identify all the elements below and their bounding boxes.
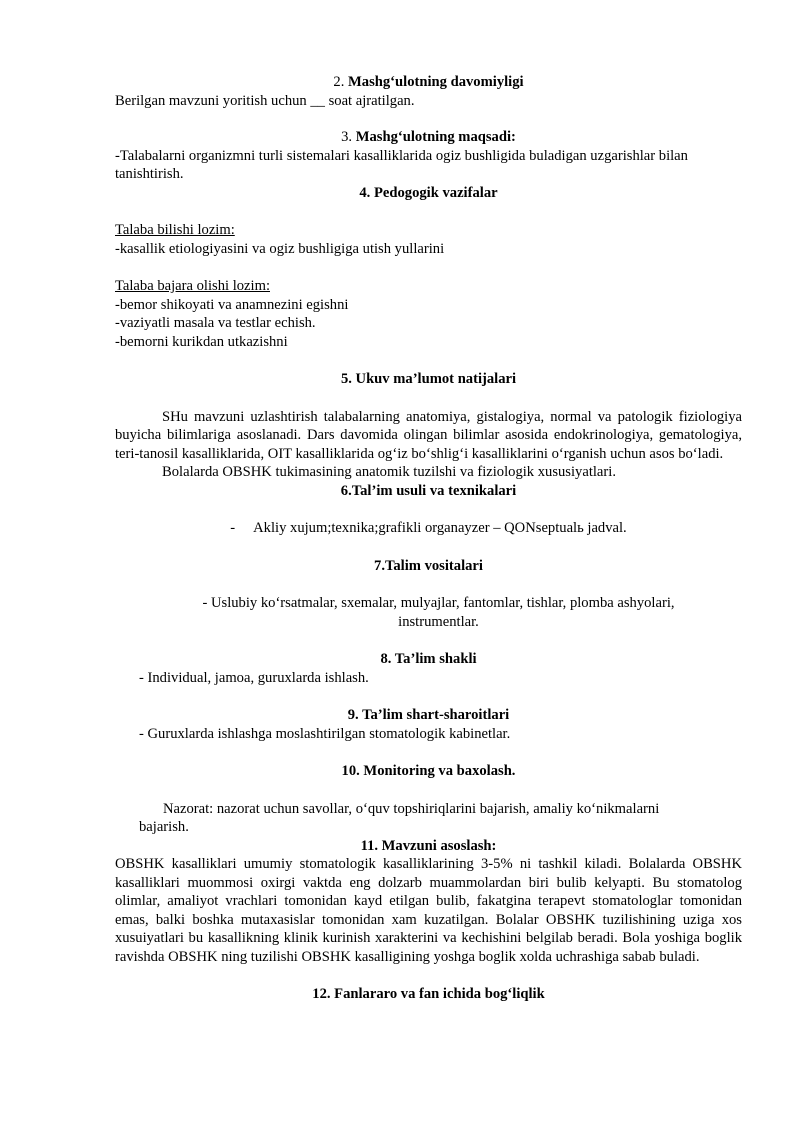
section-4-title: 4. Pedogogik vazifalar	[359, 184, 498, 201]
section-9-item: - Guruxlarda ishlashga moslashtirilgan stomatologik kabinetlar.	[139, 725, 511, 742]
section-10-title: 10. Monitoring va baxolash.	[341, 763, 516, 779]
section-8-title: 8. Ta’lim shakli	[380, 651, 477, 667]
section-2-text: Berilgan mavzuni yoritish uchun __ soat ajratilgan.	[115, 92, 415, 109]
section-3-text: -Talabalarni organizmni turli sistemalari kasalliklarida ogiz bushligida buladigan uzgarishlar bilan tanishtirish.	[115, 147, 688, 182]
section-2-heading	[115, 73, 742, 92]
do-label: Talaba bajara olishi lozim:	[115, 278, 270, 294]
section-7-item: - Uslubiy ko‘rsatmalar, sxemalar, mulyajlar, fantomlar, tishlar, plomba ashyolari, instrumentlar.	[202, 595, 675, 630]
section-2-title: Mashg‘ulotning davomiyligi	[348, 74, 524, 90]
section-6-item-text: Akliy xujum;texnika;grafikli organayzer – QONseptualь jadval.	[253, 520, 627, 536]
section-5-title: 5. Ukuv ma’lumot natijalari	[340, 371, 517, 387]
know-label: Talaba bilishi lozim:	[115, 222, 235, 238]
section-11-text: OBSHK kasalliklari umumiy stomatologik kasalliklarining 3-5% ni tashkil kiladi. Bolalarda OBSHK kasalliklari muommosi oxirgi vaktda eng dolzarb muammolardan biri bulib kelyapti. Bu stomatolog olimlar, amaliyot vrachlari tomonidan kayd etilgan bulib, fakatgina terapevt stomatologlar tomonidan emas, balki boshka mutaxasislar tomonidan xam kuzatilgan. Bolalar OBSHK tuzilishining uziga xos xusuiyatlari bu kasallikning klinik kurinish xarakterini va kechishini belgilab beradi. Bola yoshiga boglik ravishda OBSHK ning tuzilishi OBSHK kasalligining yoshga boglik xolda uchrashiga sabab buladi.	[115, 856, 742, 965]
do-item: -bemor shikoyati va anamnezini egishni	[115, 296, 349, 313]
section-3-title: Mashg‘ulotning maqsadi:	[355, 129, 516, 145]
section-3-heading	[115, 128, 742, 147]
know-item: -kasallik etiologiyasini va ogiz bushligiga utish yullarini	[115, 240, 445, 257]
section-5-paragraph: SHu mavzuni uzlashtirish talabalarning anatomiya, gistalogiya, normal va patologik fiziologiya buyicha bilimlariga asoslanadi. Dars davomida olingan bilimlar asosida endokrinologiya, gematologiya, teri-tanosil kasalliklarida, OIT kasalliklarida og‘iz bo‘shlig‘i kasalliklarini o‘rganish uchun asos bo‘ladi.	[115, 408, 742, 462]
section-6-item	[115, 519, 742, 538]
section-2-number: 2.	[333, 74, 345, 90]
section-8-item: - Individual, jamoa, guruxlarda ishlash.	[139, 669, 369, 686]
section-6-title: 6.Tal’im usuli va texnikalari	[340, 482, 517, 499]
section-5-paragraph-2: Bolalarda OBSHK tukimasining anatomik tuzilshi va fiziologik xususiyatlari.	[162, 464, 616, 480]
do-item: -bemorni kurikdan utkazishni	[115, 333, 288, 350]
section-10-item: Nazorat: nazorat uchun savollar, o‘quv topshiriqlarini bajarish, amaliy ko‘nikmalarni bajarish.	[139, 800, 660, 835]
do-item: -vaziyatli masala va testlar echish.	[115, 315, 316, 331]
section-7-title: 7.Talim vositalari	[374, 557, 483, 574]
dash-marker: -	[230, 520, 236, 536]
document-page	[115, 73, 742, 1004]
section-3-number: 3.	[341, 129, 353, 145]
section-12-title: 12. Fanlararo va fan ichida bog‘liqlik	[312, 986, 545, 1002]
section-11-title: 11. Mavzuni asoslash:	[360, 837, 497, 854]
section-9-title: 9. Ta’lim shart-sharoitlari	[347, 707, 510, 723]
